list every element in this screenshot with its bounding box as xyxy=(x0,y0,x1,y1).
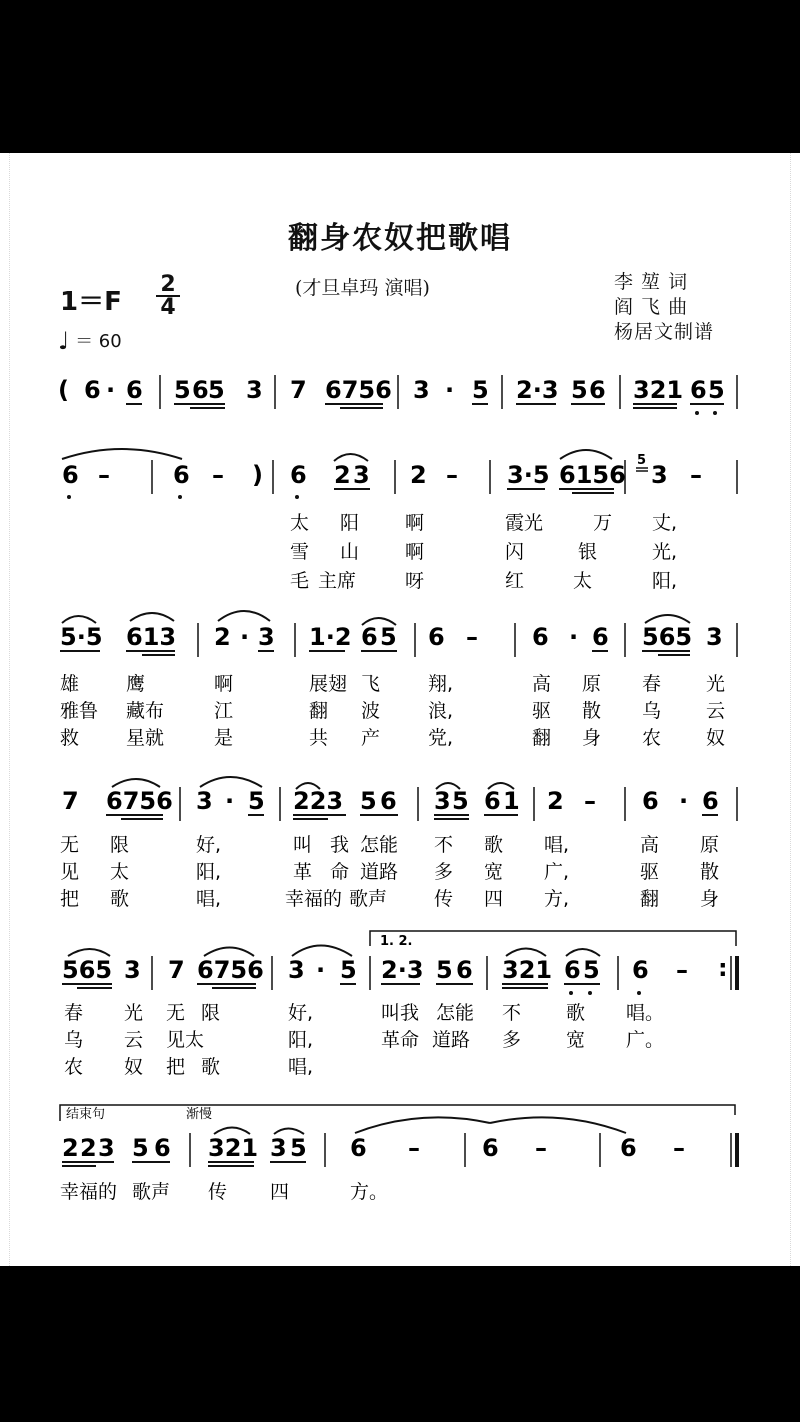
coda-bracket xyxy=(60,1105,735,1121)
staff-row-5 xyxy=(62,931,737,995)
note: 6 xyxy=(642,787,659,815)
lyric: 主席 xyxy=(318,570,357,592)
staff-row-3 xyxy=(60,611,737,657)
note: 321 xyxy=(633,376,684,404)
slur-arc xyxy=(506,949,546,957)
note: 3 xyxy=(246,376,263,404)
lyric: 云 xyxy=(706,700,726,722)
lyric: 道路 xyxy=(360,861,399,883)
note: 6 xyxy=(173,461,190,489)
lyric: 好, xyxy=(196,834,222,856)
note: 5·5 xyxy=(60,623,103,651)
slur-arc xyxy=(62,616,96,623)
lyric: 我 xyxy=(330,834,350,856)
note: 2 xyxy=(410,461,427,489)
lyric: 雪 xyxy=(290,541,310,563)
lyric: 乌 xyxy=(64,1029,84,1051)
lyric: 呀 xyxy=(405,570,425,592)
lyric: 不 xyxy=(502,1002,522,1024)
note: · xyxy=(106,376,116,404)
note: 3 xyxy=(196,787,213,815)
lyric: 散 xyxy=(582,700,602,722)
lyric: 翔, xyxy=(428,673,454,695)
low-dot xyxy=(713,411,717,415)
lyric: 雄 xyxy=(60,673,80,695)
note: 6 xyxy=(564,956,581,984)
note: 5 xyxy=(132,1134,149,1162)
lyric: 唱, xyxy=(196,888,222,910)
lyrics-row-5 xyxy=(64,1002,664,1078)
lyric: 展翅 xyxy=(309,673,348,695)
note: 6 xyxy=(592,623,609,651)
lyric: 闪 xyxy=(505,541,525,563)
note: 5 xyxy=(472,376,489,404)
note: 6 xyxy=(484,787,501,815)
note: 5 xyxy=(452,787,469,815)
lyric: 无 xyxy=(166,1002,186,1024)
slur-arc xyxy=(218,611,270,621)
quarter-note-icon: ♩ xyxy=(58,327,70,355)
lyric: 阳, xyxy=(288,1029,314,1051)
lyric: 奴 xyxy=(124,1056,144,1078)
lyric: 云 xyxy=(124,1029,144,1051)
lyric: 万 xyxy=(593,512,613,534)
lyric: 限 xyxy=(110,834,130,856)
slur-arc xyxy=(130,613,174,621)
note: – xyxy=(690,461,702,489)
lyric: 方。 xyxy=(350,1181,389,1203)
note: 321 xyxy=(502,956,553,984)
note: 6756 xyxy=(325,376,392,404)
lyric: 翻 xyxy=(532,727,552,749)
note: 7 xyxy=(290,376,307,404)
lyric: 霞光 xyxy=(505,512,544,534)
lyric: 好, xyxy=(288,1002,314,1024)
lyric: 叫 xyxy=(293,834,313,856)
tie-arc xyxy=(355,1117,490,1133)
tie-arc xyxy=(490,1117,626,1133)
lyric: 浪, xyxy=(428,700,454,722)
lyric: 农 xyxy=(642,727,662,749)
lyric: 身 xyxy=(582,727,602,749)
lyric: 春 xyxy=(642,673,662,695)
note: – xyxy=(212,461,224,489)
lyrics-row-6 xyxy=(60,1181,388,1203)
lyric: 江 xyxy=(214,700,234,722)
lyric: 春 xyxy=(64,1002,84,1024)
lyric: 毛 xyxy=(290,570,310,592)
note: 613 xyxy=(126,623,177,651)
lyric: 无 xyxy=(60,834,80,856)
note: – xyxy=(466,623,478,651)
lyric: 歌声 xyxy=(132,1181,171,1203)
lyric: 歌 xyxy=(110,888,130,910)
slur-arc xyxy=(200,777,262,787)
lyric: 阳 xyxy=(340,512,360,534)
note: 223 xyxy=(293,787,344,815)
lyric: 驱 xyxy=(532,700,552,722)
note: 2 xyxy=(80,1134,97,1162)
note: · xyxy=(569,623,579,651)
lyric: 翻 xyxy=(640,888,660,910)
lyric: 阳, xyxy=(652,570,678,592)
lyric: 革 xyxy=(293,861,313,883)
note: 5 xyxy=(571,376,588,404)
note: 3 xyxy=(413,376,430,404)
lyric: 啊 xyxy=(405,541,425,563)
lyric: 叫我 xyxy=(381,1002,420,1024)
note: 5 xyxy=(248,787,265,815)
note: 2 xyxy=(547,787,564,815)
lyric: 幸福的 xyxy=(285,888,343,910)
lyric: 四 xyxy=(270,1181,290,1203)
note: 3 xyxy=(258,623,275,651)
arranger-credit: 杨居文制谱 xyxy=(614,321,715,343)
note: 2·3 xyxy=(516,376,559,404)
lyric: 乌 xyxy=(642,700,662,722)
lyric: 歌声 xyxy=(349,888,388,910)
lyric: 多 xyxy=(434,861,454,883)
low-dot xyxy=(637,991,641,995)
lyric: 啊 xyxy=(214,673,234,695)
note: 3 xyxy=(353,461,370,489)
note: 5 xyxy=(708,376,725,404)
meter-top: 2 xyxy=(160,272,176,297)
score-page xyxy=(0,153,800,1266)
note: 2 xyxy=(214,623,231,651)
note: 6 xyxy=(290,461,307,489)
note: · xyxy=(445,376,455,404)
note: 6 xyxy=(482,1134,499,1162)
lyric: 唱, xyxy=(544,834,570,856)
lyric: 阳, xyxy=(196,861,222,883)
note: 7 xyxy=(62,787,79,815)
note: · xyxy=(679,787,689,815)
note: 565 xyxy=(642,623,693,651)
note: 6 xyxy=(154,1134,171,1162)
lyric: 山 xyxy=(340,541,360,563)
lyric: 宽 xyxy=(484,861,504,883)
staff-row-2 xyxy=(62,449,737,499)
lyric: 共 xyxy=(309,727,329,749)
note: · xyxy=(316,956,326,984)
lyric: 农 xyxy=(64,1056,84,1078)
note: 6 xyxy=(702,787,719,815)
volta-bracket xyxy=(370,931,736,946)
slur-arc xyxy=(566,949,600,956)
lyric: 革命 xyxy=(381,1029,420,1051)
note: 3 xyxy=(288,956,305,984)
note: 6 xyxy=(192,376,209,404)
note: 7 xyxy=(168,956,185,984)
lyric: 太 xyxy=(290,512,310,534)
repeat-sign: : xyxy=(718,954,728,982)
lyric: 鹰 xyxy=(126,673,146,695)
lyric: 红 xyxy=(505,570,525,592)
note: 3·5 xyxy=(507,461,550,489)
note: 6 xyxy=(589,376,606,404)
note: 6 xyxy=(632,956,649,984)
slur-arc xyxy=(334,454,368,461)
lyric: 宽 xyxy=(566,1029,586,1051)
lyric: 星就 xyxy=(126,727,165,749)
lyric: 传 xyxy=(434,888,454,910)
note: 5 xyxy=(360,787,377,815)
note: 5 xyxy=(290,1134,307,1162)
slur-arc xyxy=(204,948,254,957)
note: 3 xyxy=(270,1134,287,1162)
note: ) xyxy=(252,461,263,489)
lyric: 救 xyxy=(60,727,80,749)
lyric: 唱。 xyxy=(626,1002,665,1024)
lyrics-row-4 xyxy=(60,834,719,910)
lyric: 把 xyxy=(60,888,80,910)
lyric: 藏布 xyxy=(126,700,165,722)
low-dot xyxy=(569,991,573,995)
low-dot xyxy=(178,495,182,499)
grace-note: 5 xyxy=(637,453,647,468)
note: 6 xyxy=(380,787,397,815)
tie-arc xyxy=(62,449,182,459)
low-dot xyxy=(695,411,699,415)
lyric: 啊 xyxy=(405,512,425,534)
note: 6 xyxy=(428,623,445,651)
lyric: 产 xyxy=(361,727,381,749)
note: – xyxy=(408,1134,420,1162)
lyric: 方, xyxy=(544,888,570,910)
coda-label: 结束句 xyxy=(66,1107,106,1122)
lyric: 歌 xyxy=(566,1002,586,1024)
lyricist-credit: 李 堃 词 xyxy=(614,271,689,293)
note: – xyxy=(673,1134,685,1162)
note: 6 xyxy=(126,376,143,404)
low-dot xyxy=(295,495,299,499)
slur-arc xyxy=(112,779,160,787)
lyric: 原 xyxy=(582,673,602,695)
note: 6 xyxy=(361,623,378,651)
note: 6 xyxy=(620,1134,637,1162)
tempo-value: ＝ 60 xyxy=(75,331,122,352)
note: 3 xyxy=(706,623,723,651)
note: 3 xyxy=(434,787,451,815)
lyric: 翻 xyxy=(309,700,329,722)
lyric: 限 xyxy=(201,1002,221,1024)
note: ( xyxy=(58,376,69,404)
lyric: 命 xyxy=(330,861,350,883)
lyric: 歌 xyxy=(201,1056,221,1078)
staff-row-4 xyxy=(62,777,737,821)
lyric: 散 xyxy=(700,861,720,883)
lyric: 怎能 xyxy=(436,1002,475,1024)
note: 5 xyxy=(583,956,600,984)
lyric: 高 xyxy=(532,673,552,695)
lyric: 多 xyxy=(502,1029,522,1051)
note: – xyxy=(535,1134,547,1162)
lyric: 是 xyxy=(214,727,234,749)
note: 5 xyxy=(340,956,357,984)
note: 3 xyxy=(651,461,668,489)
slur-arc xyxy=(645,615,690,623)
note: 6 xyxy=(456,956,473,984)
lyric: 歌 xyxy=(484,834,504,856)
note: 6756 xyxy=(106,787,173,815)
lyrics-row-2 xyxy=(290,512,677,592)
meter-bottom: 4 xyxy=(160,295,176,320)
singer-credit: (才旦卓玛 演唱) xyxy=(295,277,430,299)
lyric: 身 xyxy=(700,888,720,910)
key-signature: 1＝F xyxy=(60,287,122,317)
note: – xyxy=(584,787,596,815)
lyric: 太 xyxy=(573,570,593,592)
note: 3 xyxy=(124,956,141,984)
note: · xyxy=(240,623,250,651)
slur-arc xyxy=(560,450,612,459)
lyric: 银 xyxy=(578,541,598,563)
volta-label: 1. 2. xyxy=(380,934,413,949)
note: 2 xyxy=(62,1134,79,1162)
lyric: 党, xyxy=(428,727,454,749)
note: 2·3 xyxy=(381,956,424,984)
low-dot xyxy=(67,495,71,499)
lyric: 不 xyxy=(434,834,454,856)
staff-row-6 xyxy=(60,1105,737,1167)
lyric: 幸福的 xyxy=(60,1181,118,1203)
note: 5 xyxy=(436,956,453,984)
lyric: 丈, xyxy=(652,512,678,534)
note: 1 xyxy=(503,787,520,815)
music-staff-svg xyxy=(0,153,800,1266)
lyric: 原 xyxy=(700,834,720,856)
lyric: 飞 xyxy=(361,673,381,695)
lyric: 四 xyxy=(484,888,504,910)
note: – xyxy=(98,461,110,489)
lyric: 唱, xyxy=(288,1056,314,1078)
slur-arc xyxy=(68,949,110,956)
lyric: 光 xyxy=(124,1002,144,1024)
song-title: 翻身农奴把歌唱 xyxy=(288,221,512,256)
lyric: 道路 xyxy=(432,1029,471,1051)
lyric: 见 xyxy=(60,861,80,883)
lyric: 光, xyxy=(652,541,678,563)
lyric: 高 xyxy=(640,834,660,856)
note: – xyxy=(676,956,688,984)
lyric: 太 xyxy=(110,861,130,883)
lyric: 把 xyxy=(166,1056,186,1078)
composer-credit: 阎 飞 曲 xyxy=(614,296,689,318)
slur-arc xyxy=(292,946,352,957)
lyric: 广。 xyxy=(626,1029,665,1051)
lyric: 波 xyxy=(361,700,381,722)
note: 2 xyxy=(334,461,351,489)
note: 6756 xyxy=(197,956,264,984)
lyric: 见太 xyxy=(166,1029,205,1051)
note: 6 xyxy=(84,376,101,404)
note: 3 xyxy=(98,1134,115,1162)
note: 5 xyxy=(208,376,225,404)
lyric: 光 xyxy=(706,673,726,695)
note: 565 xyxy=(62,956,113,984)
note: · xyxy=(225,787,235,815)
note: 5 xyxy=(174,376,191,404)
note: 5 xyxy=(380,623,397,651)
note: 6 xyxy=(62,461,79,489)
lyrics-row-3 xyxy=(60,673,725,749)
lyric: 传 xyxy=(208,1181,228,1203)
low-dot xyxy=(588,991,592,995)
staff-row-1 xyxy=(58,375,737,415)
lyric: 怎能 xyxy=(360,834,399,856)
note: 6156 xyxy=(559,461,626,489)
note: 6 xyxy=(690,376,707,404)
lyric: 奴 xyxy=(706,727,726,749)
note: 321 xyxy=(208,1134,259,1162)
note: – xyxy=(446,461,458,489)
lyric: 广, xyxy=(544,861,570,883)
lyric: 雅鲁 xyxy=(60,700,99,722)
note: 6 xyxy=(532,623,549,651)
note: 1·2 xyxy=(309,623,352,651)
lyric: 驱 xyxy=(640,861,660,883)
note: 6 xyxy=(350,1134,367,1162)
tempo-direction: 渐慢 xyxy=(186,1107,213,1122)
